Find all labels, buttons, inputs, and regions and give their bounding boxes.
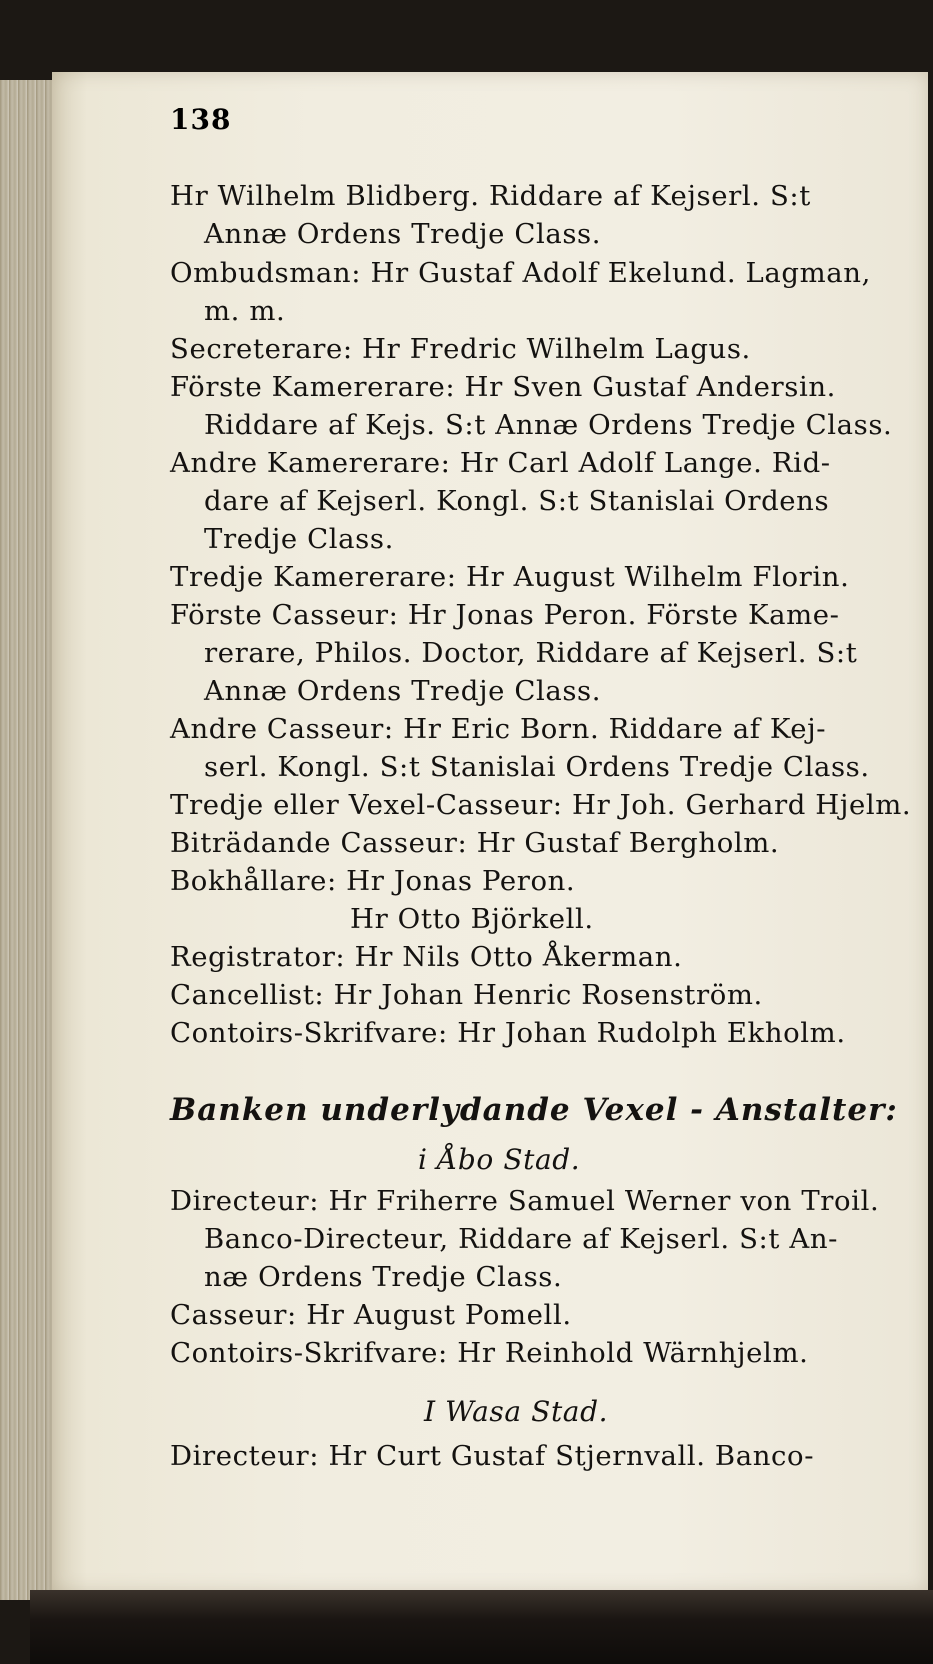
text-line: m. m. xyxy=(204,295,286,327)
text-line: Contoirs-Skrifvare: Hr Reinhold Wärnhjelm. xyxy=(170,1337,809,1369)
text-line: Secreterare: Hr Fredric Wilhelm Lagus. xyxy=(170,333,751,365)
text-line: Riddare af Kejs. S:t Annæ Ordens Tredje Class. xyxy=(204,409,893,441)
text-line: Förste Kamererare: Hr Sven Gustaf Andersin. xyxy=(170,371,837,403)
text-line: Casseur: Hr August Pomell. xyxy=(170,1299,572,1331)
text-line: Tredje Class. xyxy=(204,523,394,555)
text-line: Directeur: Hr Curt Gustaf Stjernvall. Banco- xyxy=(170,1440,815,1472)
text-line: Cancellist: Hr Johan Henric Rosenström. xyxy=(170,979,763,1011)
text-line: næ Ordens Tredje Class. xyxy=(204,1261,563,1293)
text-line: Registrator: Hr Nils Otto Åkerman. xyxy=(170,941,683,973)
text-line: dare af Kejserl. Kongl. S:t Stanislai Ordens xyxy=(204,485,830,517)
text-line: Contoirs-Skrifvare: Hr Johan Rudolph Ekholm. xyxy=(170,1017,846,1049)
text-line: Hr Wilhelm Blidberg. Riddare af Kejserl. S:t xyxy=(170,180,811,212)
text-line: Andre Casseur: Hr Eric Born. Riddare af Kej- xyxy=(170,713,827,745)
section-heading: Banken underlydande Vexel - Anstalter: xyxy=(170,1092,898,1128)
page-bottom-shadow xyxy=(30,1590,933,1664)
section-subheading: i Åbo Stad. xyxy=(418,1143,581,1176)
text-line: Annæ Ordens Tredje Class. xyxy=(204,675,602,707)
text-line: Ombudsman: Hr Gustaf Adolf Ekelund. Lagman, xyxy=(170,257,871,289)
text-line: Förste Casseur: Hr Jonas Peron. Förste Kame- xyxy=(170,599,840,631)
page-number: 138 xyxy=(170,103,232,136)
text-line: Hr Otto Björkell. xyxy=(350,903,594,935)
text-line: serl. Kongl. S:t Stanislai Ordens Tredje Class. xyxy=(204,751,870,783)
text-line: Tredje Kamererare: Hr August Wilhelm Florin. xyxy=(170,561,850,593)
section-subheading: I Wasa Stad. xyxy=(424,1395,609,1428)
text-line: Andre Kamererare: Hr Carl Adolf Lange. Rid- xyxy=(170,447,831,479)
text-line: Biträdande Casseur: Hr Gustaf Bergholm. xyxy=(170,827,780,859)
text-line: Banco-Directeur, Riddare af Kejserl. S:t An- xyxy=(204,1223,839,1255)
text-line: Tredje eller Vexel-Casseur: Hr Joh. Gerhard Hjelm. xyxy=(170,789,912,821)
text-line: rerare, Philos. Doctor, Riddare af Kejserl. S:t xyxy=(204,637,858,669)
text-line: Directeur: Hr Friherre Samuel Werner von Troil. xyxy=(170,1185,880,1217)
text-line: Annæ Ordens Tredje Class. xyxy=(204,218,602,250)
text-line: Bokhållare: Hr Jonas Peron. xyxy=(170,865,576,897)
